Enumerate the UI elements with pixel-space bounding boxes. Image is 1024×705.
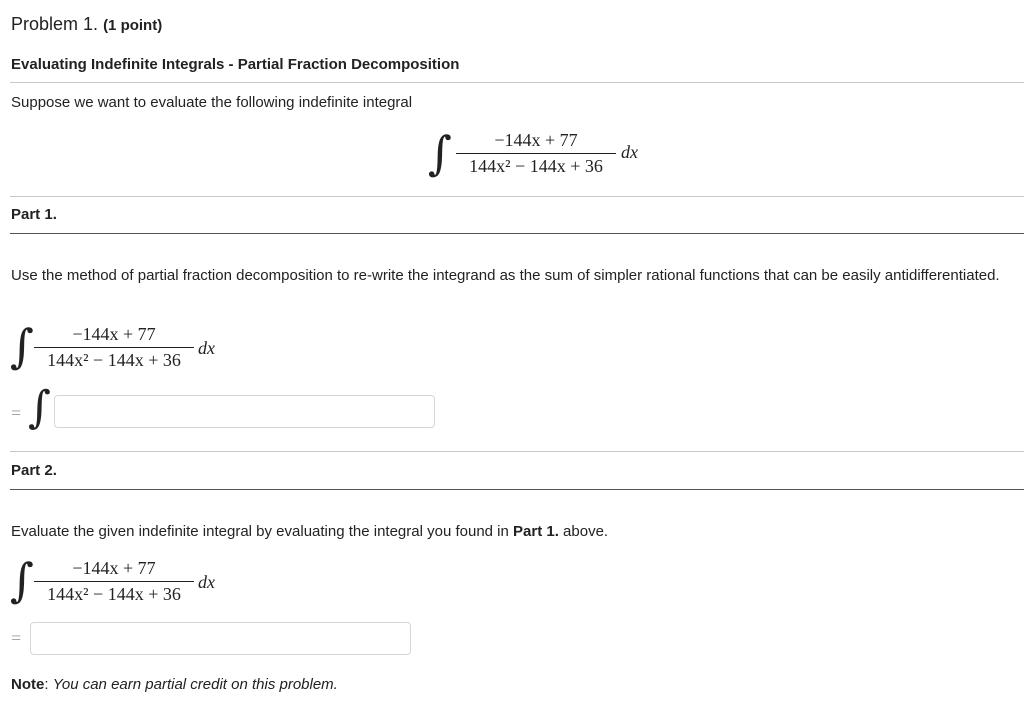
part1-instruction: Use the method of partial fraction decomposition to re-write the integrand as the sum of simpler rational functions that can be easily antidifferentiated. <box>11 267 1000 284</box>
integrand-fraction <box>34 324 194 371</box>
equals-sign: = <box>11 403 22 423</box>
fraction-bar <box>34 581 194 582</box>
divider <box>10 451 1024 452</box>
differential: dx <box>198 338 215 358</box>
note-colon: : <box>44 676 49 693</box>
integrand-numerator: −144x + 77 <box>72 558 156 578</box>
part1-answer-input[interactable] <box>54 395 435 428</box>
integrand-fraction <box>456 130 616 177</box>
problem-title <box>11 14 162 35</box>
fraction-bar <box>456 153 616 154</box>
part2-answer-input[interactable] <box>30 622 411 655</box>
integrand-denominator: 144x² − 144x + 36 <box>47 584 181 604</box>
integrand-denominator: 144x² − 144x + 36 <box>469 156 603 176</box>
integrand-numerator: −144x + 77 <box>72 324 156 344</box>
integrand-numerator: −144x + 77 <box>494 130 578 150</box>
integrand-denominator: 144x² − 144x + 36 <box>47 350 181 370</box>
differential: dx <box>621 142 638 162</box>
divider <box>10 82 1024 83</box>
note-label: Note <box>11 676 45 693</box>
integral-sign: ∫ <box>428 126 452 180</box>
note <box>11 676 338 693</box>
integral-sign: ∫ <box>28 382 51 433</box>
integral-sign: ∫ <box>10 319 34 373</box>
problem-points: (1 point) <box>103 17 163 34</box>
part2-instruction <box>11 520 608 544</box>
divider <box>10 196 1024 197</box>
integral-sign: ∫ <box>10 553 34 607</box>
part2-instruction-prefix: Evaluate the given indefinite integral by evaluating the integral you found in <box>11 523 514 540</box>
intro-text: Suppose we want to evaluate the following indefinite integral <box>11 94 413 111</box>
integrand-fraction <box>34 558 194 605</box>
problem-number: Problem 1. <box>11 14 99 34</box>
part2-label: Part 2. <box>11 462 57 479</box>
part1-label: Part 1. <box>11 206 57 223</box>
differential: dx <box>198 572 215 592</box>
problem-subtitle: Evaluating Indefinite Integrals - Partial Fraction Decomposition <box>11 56 460 73</box>
fraction-bar <box>34 347 194 348</box>
note-text: You can earn partial credit on this problem. <box>52 676 338 693</box>
equals-sign: = <box>11 628 22 648</box>
part2-instruction-suffix: above. <box>558 523 609 540</box>
part2-instruction-bold: Part 1. <box>513 523 559 540</box>
divider <box>10 489 1024 490</box>
divider <box>10 233 1024 234</box>
